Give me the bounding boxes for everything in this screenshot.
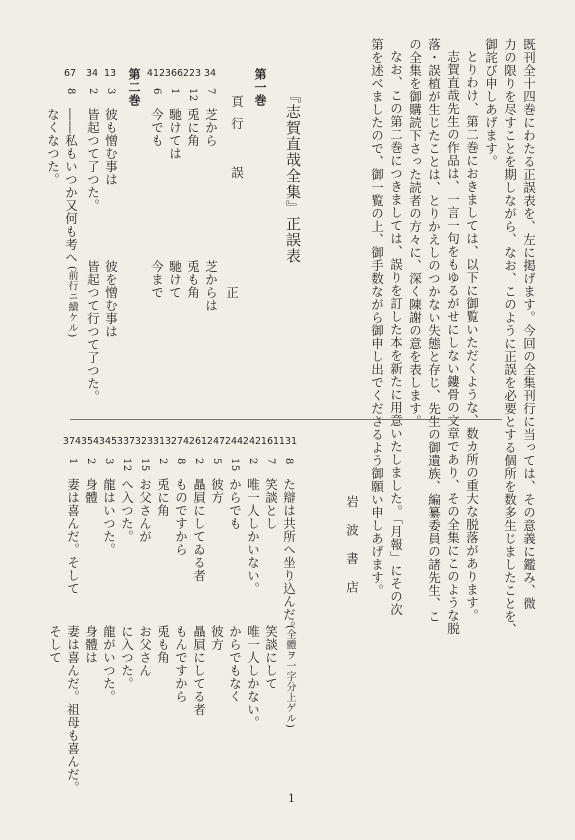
b-row-10-correct: に入つた。 xyxy=(119,625,135,690)
b-row-11-correct: 龍がいつた。 xyxy=(101,625,117,703)
intro-line-4: とりわけ、第二巻におきましては、以下に御覧いただくような、数カ所の重大な脱落があります。 xyxy=(464,50,480,622)
b-row-9-correct: お父さん xyxy=(137,625,153,677)
vol2-row-1-correct: 彼を憎む事は xyxy=(103,260,119,338)
b-row-13-wrong: 妻は喜んだ。そして xyxy=(65,478,81,595)
vol2-row-1-wrong: 彼も憎む事は xyxy=(103,108,119,186)
b-row-7-correct: もんですから xyxy=(173,625,189,703)
vol1-row-3-correct: 馳けて xyxy=(167,260,183,299)
vol2-row-3-correct: (前行ニ續ケル) xyxy=(66,266,77,338)
b-row-12-line: 2 xyxy=(85,458,96,465)
b-row-6-wrong: 贔屓にしてゐる者 xyxy=(191,478,207,582)
b-row-5-wrong: 彼方 xyxy=(209,478,225,504)
b-row-10-wrong: へ入つた。 xyxy=(119,478,135,543)
section-divider xyxy=(70,419,502,420)
b-row-2-line: 7 xyxy=(265,458,276,465)
b-row-1-page: 131 xyxy=(278,436,298,447)
b-row-13-page: 374 xyxy=(62,436,82,447)
b-row-9-page: 323 xyxy=(134,436,154,447)
b-row-5-line: 5 xyxy=(211,458,222,465)
b-row-7-line: 8 xyxy=(175,458,186,465)
vol1-row-3-page: 366 xyxy=(164,68,184,79)
vol1-row-2-wrong: 兎に角 xyxy=(185,108,201,147)
vol1-row-3-line: 1 xyxy=(169,88,180,95)
b-row-7-wrong: ものですから xyxy=(173,478,189,556)
intro-line-3: 御詫び申しあげます。 xyxy=(483,38,499,168)
b-row-6-correct: 贔屓にしてる者 xyxy=(191,625,207,716)
intro-line-6: 落・誤植が生じたことは、とりかえしのつかない失態と存じ、先生の御遺族、編纂委員の諸先生、こ xyxy=(426,38,442,623)
intro-line-7: の全集を御購読下さった読者の方々に、深く陳謝の意を表します。 xyxy=(407,38,423,428)
b-row-12-page: 354 xyxy=(80,436,100,447)
vol1-row-1-wrong: 芝から xyxy=(203,108,219,147)
b-row-10-line: 12 xyxy=(121,458,132,472)
b-row-10-page: 337 xyxy=(116,436,136,447)
b-row-4-line: 15 xyxy=(229,458,240,472)
intro-line-1: 既刊全十四巻にわたる正誤表を、左に掲げます。今回の全集刊行に当っては、その意義に鑑み、微 xyxy=(521,38,537,610)
b-row-13-correct-continuation: そして xyxy=(47,625,63,664)
b-row-1-wrong: た辯は共所へ坐り込んだ。 xyxy=(281,478,297,634)
b-row-3-line: 2 xyxy=(247,458,258,465)
b-row-3-wrong: 唯一人しかいない。 xyxy=(245,478,261,595)
b-row-9-line: 15 xyxy=(139,458,150,472)
vol2-row-2-page: 34 xyxy=(85,68,99,79)
vol1-row-1-page: 34 xyxy=(203,68,217,79)
b-row-11-page: 345 xyxy=(98,436,118,447)
intro-line-5: 志賀直哉先生の作品は、一言一句をもゆるがせにしない鏤骨の文章であり、その全集にこのような脱 xyxy=(445,50,461,635)
vol1-row-3-wrong: 馳けては xyxy=(167,108,183,160)
intro-line-8: なお、この第二巻につきましては、誤りを訂した本を新たに用意いたしました。「月報」にその次 xyxy=(388,50,404,616)
page-title: 『志賀直哉全集』正誤表 xyxy=(284,88,302,264)
vol2-row-2-wrong: 皆起つて了つた。 xyxy=(85,108,101,212)
header-page: 頁 xyxy=(229,95,245,108)
b-row-6-line: 2 xyxy=(193,458,204,465)
header-line: 行 xyxy=(229,117,245,130)
header-correct: 正 xyxy=(224,286,240,299)
header-wrong: 誤 xyxy=(229,166,245,179)
publisher: 岩 波 書 店 xyxy=(344,495,360,599)
b-row-1-line: 8 xyxy=(283,458,294,465)
b-row-5-correct: 彼方 xyxy=(209,625,225,651)
b-row-4-correct: からでもなく xyxy=(227,625,243,703)
vol2-row-1-page: 13 xyxy=(103,68,117,79)
vol2-row-2-line: 2 xyxy=(87,88,98,95)
b-row-11-wrong: 龍はいつた。 xyxy=(101,478,117,556)
b-row-8-line: 2 xyxy=(157,458,168,465)
page-number: 1 xyxy=(288,792,295,805)
b-row-2-correct: 笑談にして xyxy=(263,625,279,690)
vol1-row-1-correct: 芝からは xyxy=(203,260,219,312)
b-row-8-page: 313 xyxy=(152,436,172,447)
vol1-row-4-page: 412 xyxy=(146,68,166,79)
vol2-row-3-line: 8 xyxy=(65,88,76,95)
vol1-row-4-wrong: 今でも xyxy=(149,108,165,147)
b-row-2-wrong: 笑談とし xyxy=(263,478,279,530)
vol1-row-4-line: 6 xyxy=(151,88,162,95)
b-row-1-correct: (全體ヲ一字分上ゲル) xyxy=(284,625,295,729)
b-row-3-page: 242 xyxy=(242,436,262,447)
vol2-row-2-correct: 皆起つて行つて了つた。 xyxy=(85,260,101,403)
vol1-row-2-correct: 兎も角 xyxy=(185,260,201,299)
b-row-6-page: 261 xyxy=(188,436,208,447)
vol2-row-3-wrong: ――私もいつか又何も考へ xyxy=(63,108,79,264)
vol2-row-1-line: 3 xyxy=(105,88,116,95)
vol2-row-3-page: 67 xyxy=(63,68,77,79)
b-row-13-correct: 妻は喜んだ。祖母も喜んだ。 xyxy=(65,625,81,794)
b-row-4-wrong: からでも xyxy=(227,478,243,530)
vol1-label: 第一巻 xyxy=(253,68,267,107)
b-row-8-correct: 兎も角 xyxy=(155,625,171,664)
vol1-row-4-correct: 今まで xyxy=(149,260,165,299)
b-row-12-correct: 身體は xyxy=(83,625,99,664)
b-row-8-wrong: 兎に角 xyxy=(155,478,171,517)
vol1-row-2-line: 12 xyxy=(187,88,198,102)
intro-line-2: 力の限りを尽すことを期しながら、なお、このように正誤を必要とする個所を数多生じましたことを、 xyxy=(502,38,518,636)
intro-line-9: 第を述べましたので、御一覧の上、御手数ながら御申し出でくださるよう御願い申しあげます。 xyxy=(369,38,385,597)
vol2-row-3-continuation: なくなつた。 xyxy=(45,108,61,186)
vol1-row-1-line: 7 xyxy=(205,88,216,95)
b-row-12-wrong: 身體 xyxy=(83,478,99,504)
b-row-3-correct: 唯一人しかない。 xyxy=(245,625,261,729)
b-row-2-page: 161 xyxy=(260,436,280,447)
b-row-4-page: 244 xyxy=(224,436,244,447)
vol1-row-2-page: 223 xyxy=(182,68,202,79)
b-row-5-page: 247 xyxy=(206,436,226,447)
b-row-13-line: 1 xyxy=(67,458,78,465)
b-row-7-page: 274 xyxy=(170,436,190,447)
b-row-9-wrong: お父さんが xyxy=(137,478,153,543)
b-row-11-line: 3 xyxy=(103,458,114,465)
vol2-label: 第二巻 xyxy=(127,68,141,107)
